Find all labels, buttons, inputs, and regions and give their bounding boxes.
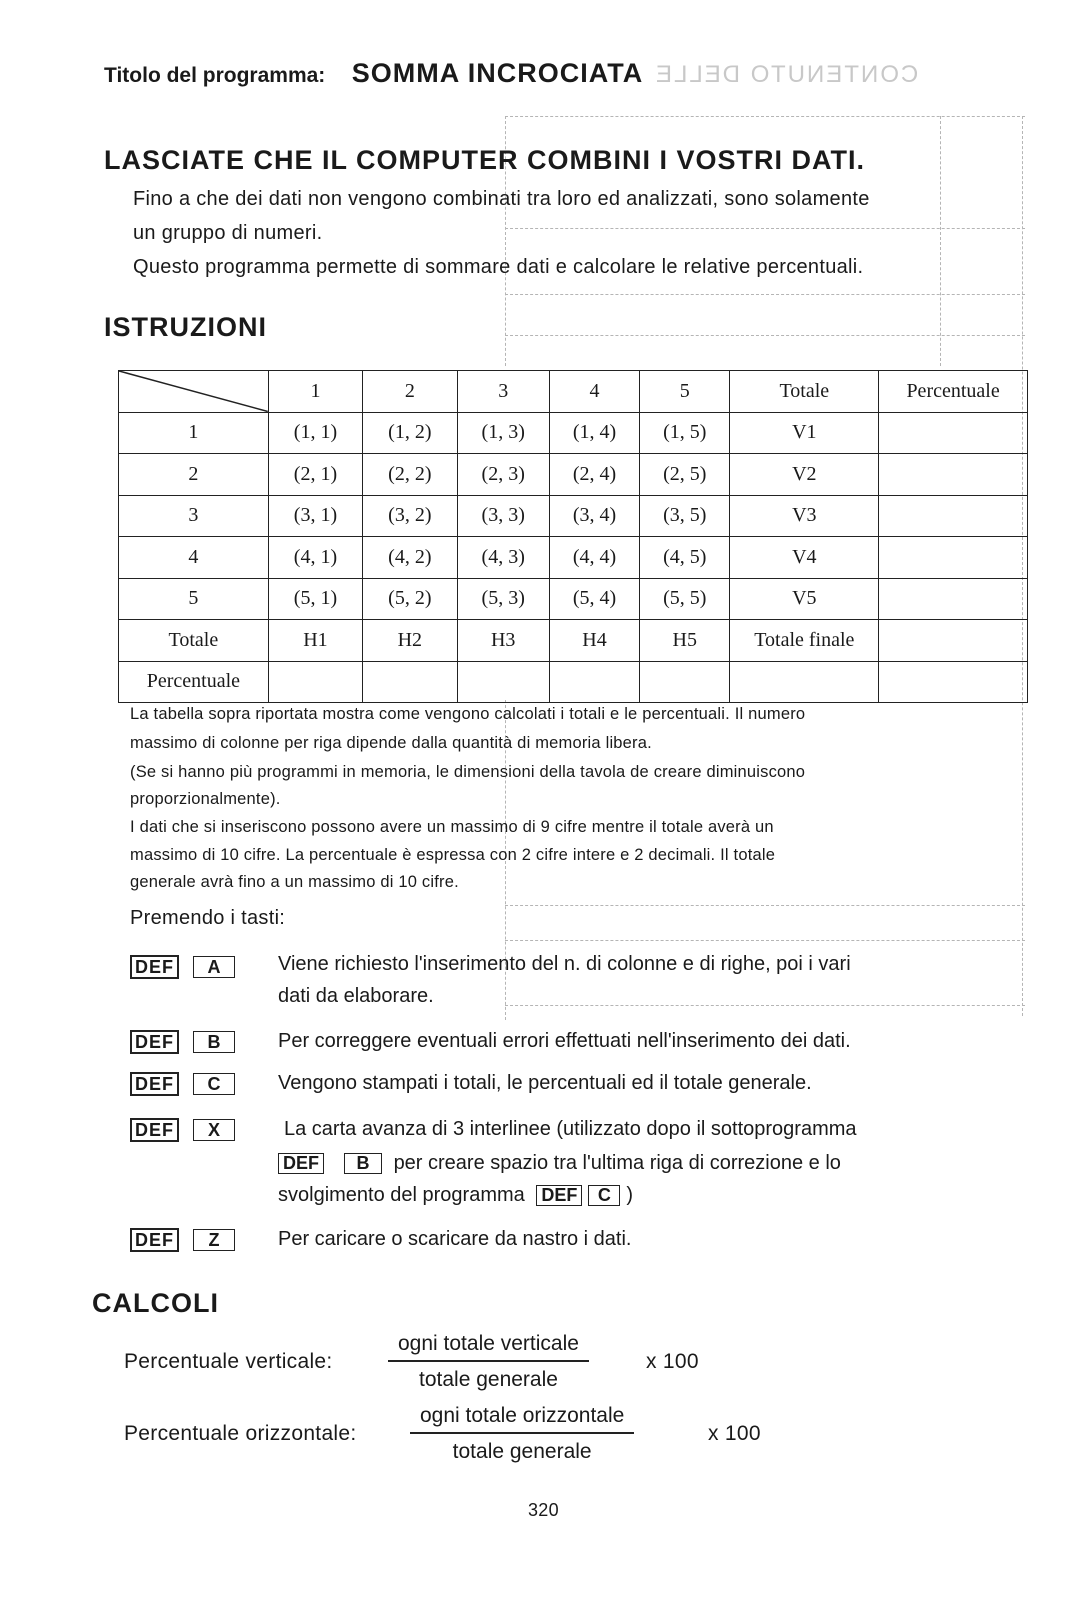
key-b-desc: Per correggere eventuali errori effettuati nell'inserimento dei dati.	[278, 1030, 851, 1052]
table-cell: (1, 1)	[268, 412, 362, 454]
cross-sum-table	[118, 370, 1028, 703]
table-cell: (2, 4)	[549, 454, 639, 496]
vertical-factor: x 100	[646, 1350, 699, 1373]
close-paren: )	[626, 1184, 634, 1206]
table-cell: (3, 5)	[640, 495, 730, 537]
table-cell: H2	[363, 620, 457, 662]
key-combo-def-a	[130, 955, 249, 979]
table-cell	[879, 495, 1028, 537]
horizontal-percent-label: Percentuale orizzontale:	[124, 1422, 357, 1445]
mirrored-bleed-text: CONTENUTO DELLE	[653, 61, 918, 88]
table-cell	[268, 661, 362, 703]
table-cell: (1, 5)	[640, 412, 730, 454]
row-label: 4	[119, 537, 269, 579]
keys-intro: Premendo i tasti:	[130, 907, 286, 929]
column-header: 1	[268, 371, 362, 413]
table-cell: V4	[730, 537, 879, 579]
table-row	[119, 454, 1028, 496]
key-a-desc-line-1: Viene richiesto l'inserimento del n. di colonne e di righe, poi i vari	[278, 953, 851, 975]
c-key: C	[588, 1185, 620, 1206]
vertical-percent-fraction	[388, 1332, 589, 1392]
table-cell: (4, 4)	[549, 537, 639, 579]
table-cell: V5	[730, 578, 879, 620]
table-cell	[879, 620, 1028, 662]
table-cell: (5, 3)	[457, 578, 549, 620]
column-header: 2	[363, 371, 457, 413]
key-x-desc-line-2	[278, 1152, 841, 1175]
horizontal-factor: x 100	[708, 1422, 761, 1445]
table-cell: (2, 5)	[640, 454, 730, 496]
instructions-heading: ISTRUZIONI	[104, 312, 267, 342]
key-c-desc: Vengono stampati i totali, le percentuali ed il totale generale.	[278, 1072, 812, 1094]
table-row	[119, 495, 1028, 537]
def-key: DEF	[130, 1030, 179, 1054]
table-cell	[457, 661, 549, 703]
def-key: DEF	[130, 1228, 179, 1252]
table-cell: (1, 2)	[363, 412, 457, 454]
calcoli-heading: CALCOLI	[92, 1288, 219, 1318]
table-cell: V3	[730, 495, 879, 537]
table-row	[119, 412, 1028, 454]
table-cell: (3, 3)	[457, 495, 549, 537]
x-key: X	[193, 1119, 235, 1141]
table-cell	[879, 454, 1028, 496]
table-cell: (2, 3)	[457, 454, 549, 496]
table-cell: H1	[268, 620, 362, 662]
row-label: 2	[119, 454, 269, 496]
c-key: C	[193, 1073, 235, 1095]
table-header-row	[119, 371, 1028, 413]
table-cell: (3, 1)	[268, 495, 362, 537]
table-cell: (2, 1)	[268, 454, 362, 496]
table-cell: (3, 4)	[549, 495, 639, 537]
def-key: DEF	[278, 1153, 324, 1174]
fraction-denominator: totale generale	[452, 1440, 592, 1463]
table-cell	[879, 412, 1028, 454]
table-cell	[730, 661, 879, 703]
fraction-numerator: ogni totale verticale	[388, 1332, 589, 1362]
table-corner-cell	[119, 371, 269, 413]
intro-heading: LASCIATE CHE IL COMPUTER COMBINI I VOSTRI DATI.	[104, 145, 866, 175]
b-key: B	[344, 1153, 382, 1174]
key-combo-def-b	[130, 1030, 249, 1054]
table-cell: (1, 3)	[457, 412, 549, 454]
table-cell: (5, 5)	[640, 578, 730, 620]
table-row	[119, 578, 1028, 620]
key-combo-def-x	[130, 1118, 249, 1142]
table-cell: Totale finale	[730, 620, 879, 662]
fraction-numerator: ogni totale orizzontale	[410, 1404, 634, 1434]
table-cell: (3, 2)	[363, 495, 457, 537]
table-row	[119, 537, 1028, 579]
table-cell: H4	[549, 620, 639, 662]
table-row-totals	[119, 620, 1028, 662]
note-line: proporzionalmente).	[130, 790, 281, 808]
def-key: DEF	[130, 1072, 179, 1096]
row-label: 1	[119, 412, 269, 454]
table-cell: (4, 3)	[457, 537, 549, 579]
diagonal-line	[119, 371, 268, 412]
key-combo-def-z	[130, 1228, 249, 1252]
row-label: 3	[119, 495, 269, 537]
table-cell: (4, 2)	[363, 537, 457, 579]
table-cell: H5	[640, 620, 730, 662]
program-title-label: Titolo del programma:	[104, 64, 326, 87]
row-label: Percentuale	[119, 661, 269, 703]
fraction-denominator: totale generale	[419, 1368, 558, 1391]
note-line: massimo di colonne per riga dipende dalla quantità di memoria libera.	[130, 734, 652, 752]
note-line: I dati che si inseriscono possono avere un massimo di 9 cifre mentre il totale averà un	[130, 818, 774, 836]
intro-line-3: Questo programma permette di sommare dati e calcolare le relative percentuali.	[133, 256, 864, 278]
table-cell: (1, 4)	[549, 412, 639, 454]
table-cell: (4, 1)	[268, 537, 362, 579]
column-header: 5	[640, 371, 730, 413]
program-title-line	[104, 58, 918, 89]
key-x-desc-line-2-text: per creare spazio tra l'ultima riga di correzione e lo	[393, 1152, 841, 1174]
def-key: DEF	[130, 1118, 179, 1142]
column-header: 3	[457, 371, 549, 413]
table-cell: (5, 1)	[268, 578, 362, 620]
vertical-percent-label: Percentuale verticale:	[124, 1350, 333, 1373]
note-line: generale avrà fino a un massimo di 10 cifre.	[130, 873, 459, 891]
table-cell	[879, 537, 1028, 579]
page-number: 320	[528, 1500, 559, 1520]
key-a-desc-line-2: dati da elaborare.	[278, 985, 434, 1007]
table-cell: (4, 5)	[640, 537, 730, 579]
key-z-desc: Per caricare o scaricare da nastro i dati.	[278, 1228, 632, 1250]
table-cell: (5, 4)	[549, 578, 639, 620]
row-label: 5	[119, 578, 269, 620]
table-cell: H3	[457, 620, 549, 662]
key-x-desc-line-3-text: svolgimento del programma	[278, 1184, 525, 1206]
column-header: Totale	[730, 371, 879, 413]
key-combo-def-c	[130, 1072, 249, 1096]
table-cell	[363, 661, 457, 703]
table-cell: V2	[730, 454, 879, 496]
intro-line-1: Fino a che dei dati non vengono combinati tra loro ed analizzati, sono solamente	[133, 188, 870, 210]
table-cell	[640, 661, 730, 703]
b-key: B	[193, 1031, 235, 1053]
key-x-desc-line-1: La carta avanza di 3 interlinee (utilizzato dopo il sottoprogramma	[284, 1118, 857, 1140]
note-line: massimo di 10 cifre. La percentuale è espressa con 2 cifre intere e 2 decimali. Il totale	[130, 846, 776, 864]
table-cell: (2, 2)	[363, 454, 457, 496]
column-header: Percentuale	[879, 371, 1028, 413]
horizontal-percent-fraction	[410, 1404, 634, 1464]
table-cell	[879, 661, 1028, 703]
note-line: La tabella sopra riportata mostra come vengono calcolati i totali e le percentuali. Il numero	[130, 705, 806, 723]
def-key: DEF	[536, 1185, 582, 1206]
key-x-desc-line-3	[278, 1184, 633, 1207]
table-cell	[549, 661, 639, 703]
program-title-value: SOMMA INCROCIATA	[351, 58, 644, 88]
column-header: 4	[549, 371, 639, 413]
row-label: Totale	[119, 620, 269, 662]
note-line: (Se si hanno più programmi in memoria, le dimensioni della tavola de creare diminuiscono	[130, 763, 806, 781]
z-key: Z	[193, 1229, 235, 1251]
table-row-percent	[119, 661, 1028, 703]
table-cell	[879, 578, 1028, 620]
table-cell: V1	[730, 412, 879, 454]
intro-line-2: un gruppo di numeri.	[133, 222, 323, 244]
table-cell: (5, 2)	[363, 578, 457, 620]
a-key: A	[193, 956, 235, 978]
def-key: DEF	[130, 955, 179, 979]
